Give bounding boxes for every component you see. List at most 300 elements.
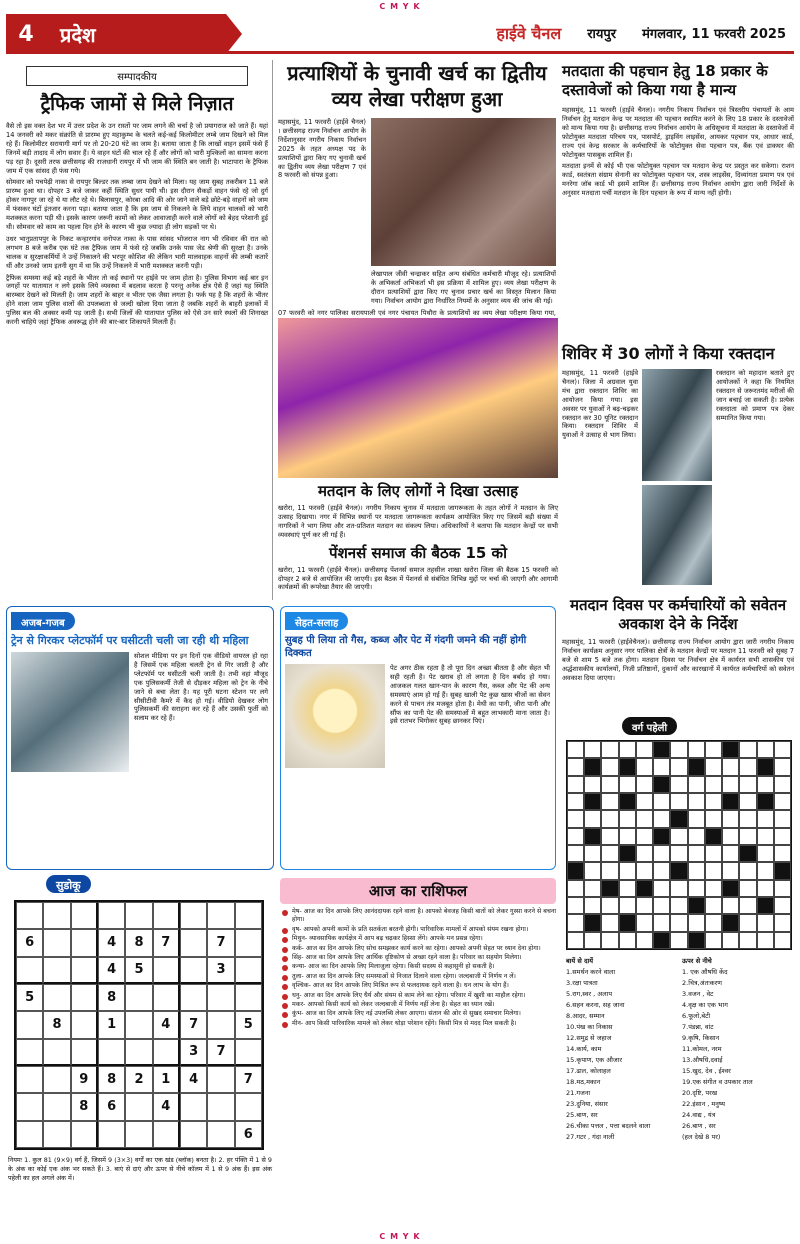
brand-name: हाईवे चैनल [496,23,562,43]
crossword-cell[interactable] [619,897,636,914]
crossword-clue: 12.समुद्र से जहाज [566,1034,612,1042]
rashi-item: मकर- आपको किसी कार्य को लेकर जल्दबाजी में निर्णय नहीं लेना है। सेहत का ध्यान रखें। [280,1001,556,1009]
crossword-cell[interactable] [601,932,618,949]
crossword-clue: 22.इंसान , मनुष्य [682,1100,725,1108]
crossword-cell[interactable] [722,828,739,845]
crossword-cell[interactable] [653,845,670,862]
crossword-cell[interactable] [636,880,653,897]
crossword-cell[interactable] [705,897,722,914]
issue-date: मंगलवार, 11 फरवरी 2025 [642,26,786,42]
crossword-cell[interactable] [619,793,636,810]
rashi-item: मीन- आप किसी पारिवारिक मामले को लेकर थोड़ा परेशान रहेंगे। किसी मित्र से मदद मिल सकती है। [280,1020,556,1028]
rashi-item: धनु- आज का दिन आपके लिए धैर्य और संयम से काम लेने का रहेगा। परिवार में खुशी का माहौल रहेगा। [280,992,556,1000]
crossword-cell[interactable] [774,828,791,845]
crossword-cell[interactable] [757,845,774,862]
drink-glass-photo [285,664,385,768]
crossword-cell[interactable] [757,741,774,758]
crossword-cell[interactable] [584,862,601,879]
crossword-cell[interactable] [584,897,601,914]
crossword-cell[interactable] [567,845,584,862]
sudoku-cell[interactable] [125,902,152,929]
sudoku-cell[interactable] [71,929,98,956]
crossword-clue: 17.ढाल, कोलाहल [566,1067,611,1075]
sudoku-cell[interactable]: 1 [153,1066,180,1093]
crossword-cell[interactable] [670,793,687,810]
voting-story [278,482,558,592]
sudoku-cell[interactable] [125,984,152,1011]
crossword-cell[interactable] [567,897,584,914]
sudoku-cell[interactable] [16,1121,43,1148]
sudoku-cell[interactable] [207,984,234,1011]
rashi-item: सिंह- आज का दिन आपके लिए आर्थिक दृष्टिकोण से अच्छा रहने वाला है। परिवार का सहयोग मिलेगा। [280,954,556,962]
sudoku-cell[interactable] [71,957,98,984]
health-label: सेहत-सलाह [285,612,348,630]
crossword-cell[interactable] [601,914,618,931]
crossword-cell[interactable] [653,897,670,914]
sudoku-cell[interactable] [71,902,98,929]
sudoku-cell[interactable] [71,984,98,1011]
sudoku-cell[interactable]: 4 [180,1066,207,1093]
sudoku-cell[interactable]: 6 [98,1093,125,1120]
sudoku-cell[interactable] [71,1011,98,1038]
crossword-clue: 7.पंडन्ना, वांट [682,1023,714,1031]
sudoku-cell[interactable] [153,902,180,929]
sudoku-cell[interactable] [43,1121,70,1148]
sudoku-cell[interactable]: 4 [98,929,125,956]
crossword-cell[interactable] [636,932,653,949]
crossword-cell[interactable] [722,932,739,949]
crossword-cell[interactable] [739,793,756,810]
crossword-cell[interactable] [757,880,774,897]
sudoku-grid[interactable] [14,900,264,1150]
crossword-cell[interactable] [601,880,618,897]
sudoku-cell[interactable] [180,957,207,984]
sudoku-cell[interactable] [125,1121,152,1148]
sudoku-cell[interactable] [98,1121,125,1148]
sudoku-cell[interactable] [43,902,70,929]
crossword-cell[interactable] [670,914,687,931]
print-mark: C M Y K [379,2,421,11]
crossword-cell[interactable] [688,758,705,775]
sudoku-cell[interactable]: 5 [235,1011,262,1038]
crossword-clue: 10.पंख का निकास [566,1023,613,1031]
crossword-cell[interactable] [688,793,705,810]
sudoku-cell[interactable] [235,984,262,1011]
sudoku-cell[interactable] [98,902,125,929]
sudoku-cell[interactable] [235,1039,262,1066]
rashi-item: कर्क- आज का दिन आपके लिए सोच समझकर कार्य करने का रहेगा। आपको अपनी सेहत पर ध्यान देना होगा। [280,945,556,953]
page-header [6,14,794,54]
crossword-cell[interactable] [688,880,705,897]
crossword-clue: 25.बाण, सर [566,1111,598,1119]
crossword-cell[interactable] [705,932,722,949]
crossword-cell[interactable] [739,914,756,931]
sudoku-cell[interactable] [16,1066,43,1093]
station-photo [11,652,129,772]
crossword-cell[interactable] [636,776,653,793]
crossword-cell[interactable] [601,793,618,810]
rashi-item: वृश्चिक- आज का दिन आपके लिए मिश्रित रूप से फलदायक रहने वाला है। धन लाभ के योग हैं। [280,982,556,990]
sudoku-cell[interactable]: 5 [16,984,43,1011]
editorial-tag: सम्पादकीय [26,66,248,86]
crossword-cell[interactable] [705,758,722,775]
crossword-cell[interactable] [757,776,774,793]
sudoku-cell[interactable]: 8 [125,929,152,956]
crossword-clue: 4.वृक्ष का एक भाग [682,1001,728,1009]
sudoku-cell[interactable] [207,1011,234,1038]
column-divider [272,60,273,600]
sudoku-cell[interactable]: 6 [16,929,43,956]
crossword-cell[interactable] [584,845,601,862]
crossword-clue: 14.कार्य, काम [566,1045,602,1053]
sudoku-cell[interactable] [153,984,180,1011]
crossword-cell[interactable] [619,741,636,758]
crossword-cell[interactable] [757,932,774,949]
health-box [280,606,556,870]
sudoku-cell[interactable] [207,1121,234,1148]
crossword-cell[interactable] [636,810,653,827]
crossword-cell[interactable] [670,862,687,879]
clue-heading: ऊपर से नीचे [682,957,712,965]
crossword-clue: 20.दृष्टि, परख [682,1089,718,1097]
crossword-cell[interactable] [653,828,670,845]
sudoku-cell[interactable]: 7 [180,1011,207,1038]
crossword-cell[interactable] [567,776,584,793]
crossword-cell[interactable] [774,845,791,862]
crossword-clue: 1.समर्थन करने वाला [566,968,616,976]
section-banner [6,14,226,54]
crossword-cell[interactable] [705,880,722,897]
crossword-cell[interactable] [567,741,584,758]
crossword-cell[interactable] [619,862,636,879]
crossword-cell[interactable] [739,810,756,827]
crossword-cell[interactable] [757,897,774,914]
crossword-cell[interactable] [584,828,601,845]
sudoku-cell[interactable]: 7 [207,1039,234,1066]
identity-story [562,62,794,198]
crossword-label: वर्ग पहेली [622,717,677,735]
crossword-cell[interactable] [619,776,636,793]
sudoku-cell[interactable] [235,902,262,929]
crossword-cell[interactable] [636,914,653,931]
sudoku-cell[interactable] [235,957,262,984]
crossword-cell[interactable] [722,862,739,879]
crossword-cell[interactable] [653,793,670,810]
crossword-cell[interactable] [584,810,601,827]
crossword-cell[interactable] [774,758,791,775]
sudoku-cell[interactable]: 7 [235,1066,262,1093]
sudoku-cell[interactable] [43,1066,70,1093]
crossword-cell[interactable] [705,810,722,827]
rashi-item: मेष- आज का दिन आपके लिए आनंददायक रहने वाला है। आपको बेवजह किसी बातों को लेकर गुस्सा करने से बचना होगा। [280,908,556,925]
crossword-cell[interactable] [601,741,618,758]
crossword-cell[interactable] [670,932,687,949]
crossword-cell[interactable] [705,862,722,879]
crossword-cell[interactable] [774,914,791,931]
crossword-cell[interactable] [601,897,618,914]
crossword-cell[interactable] [653,810,670,827]
crossword-cell[interactable] [567,810,584,827]
crossword-cell[interactable] [653,932,670,949]
crossword-cell[interactable] [774,810,791,827]
crossword-cell[interactable] [774,793,791,810]
sudoku-cell[interactable] [235,929,262,956]
crossword-cell[interactable] [774,897,791,914]
pension-headline: पेंशनर्स समाज की बैठक 15 को [329,543,507,562]
crossword-cell[interactable] [653,880,670,897]
sudoku-cell[interactable] [180,1121,207,1148]
crossword-cell[interactable] [653,776,670,793]
crossword-cell[interactable] [567,880,584,897]
crossword-cell[interactable] [567,828,584,845]
crossword-cell[interactable] [653,862,670,879]
sudoku-cell[interactable] [207,902,234,929]
sudoku-cell[interactable]: 3 [180,1039,207,1066]
crossword-cell[interactable] [670,810,687,827]
crossword-cell[interactable] [636,741,653,758]
crossword-cell[interactable] [670,880,687,897]
crossword-cell[interactable] [705,828,722,845]
ajab-gajab-label: अजब-गजब [11,612,75,630]
sudoku-cell[interactable]: 6 [235,1121,262,1148]
crossword-cell[interactable] [722,880,739,897]
crossword-cell[interactable] [722,914,739,931]
sudoku-cell[interactable] [235,1093,262,1120]
sudoku-label: सुडोकू [46,875,91,893]
crossword-grid[interactable] [566,740,792,950]
sudoku-cell[interactable] [16,1039,43,1066]
ajab-headline: ट्रेन से गिरकर प्लेटफॉर्म पर घसीटती चली जा रही थी महिला [11,634,249,647]
crossword-cell[interactable] [757,862,774,879]
crossword-cell[interactable] [636,828,653,845]
crossword-cell[interactable] [757,793,774,810]
crossword-cell[interactable] [601,758,618,775]
sudoku-cell[interactable] [16,1011,43,1038]
sudoku-cell[interactable] [125,1011,152,1038]
crossword-clue: 3.वजन , वेट [682,990,714,998]
crossword-cell[interactable] [584,914,601,931]
crossword-cell[interactable] [619,845,636,862]
crossword-cell[interactable] [619,880,636,897]
sudoku-cell[interactable]: 8 [43,1011,70,1038]
crossword-cell[interactable] [774,741,791,758]
crossword-cell[interactable] [567,758,584,775]
sudoku-cell[interactable] [180,984,207,1011]
sudoku-cell[interactable] [180,902,207,929]
sudoku-cell[interactable]: 8 [98,1066,125,1093]
crossword-cell[interactable] [636,758,653,775]
sudoku-cell[interactable] [125,1093,152,1120]
sudoku-cell[interactable]: 4 [153,1093,180,1120]
crossword-cell[interactable] [739,828,756,845]
crossword-cell[interactable] [601,776,618,793]
crossword-cell[interactable] [688,932,705,949]
crossword-cell[interactable] [601,845,618,862]
crossword-clue: 6.सहन करना, सह जाना [566,1001,625,1009]
crossword-cell[interactable] [739,741,756,758]
crossword-cell[interactable] [757,914,774,931]
crossword-cell[interactable] [739,845,756,862]
crossword-cell[interactable] [722,741,739,758]
crossword-cell[interactable] [739,862,756,879]
sudoku-cell[interactable]: 2 [125,1066,152,1093]
crossword-cell[interactable] [739,758,756,775]
sudoku-cell[interactable] [180,929,207,956]
crossword-clue: 11.कोमल, नरम [682,1045,722,1053]
crossword-cell[interactable] [636,862,653,879]
crossword-cell[interactable] [705,741,722,758]
crossword-cell[interactable] [619,810,636,827]
crossword-cell[interactable] [601,862,618,879]
sudoku-cell[interactable] [43,984,70,1011]
editorial-paragraph: उधर भानुप्रतापपुर के निकट कन्हारगांव वनोपज नाका के पास सांसद भोजराज नाग भी रविवार की रात को लगभग 8 बजे करीब एक घंटे तक ट्रैफिक जाम में फंसे रहे जबकि उनके पास जेड श्रेणी की सुरक्षा है। उनके चालक व सुरक्षाकर्मियों ने उन्हें निकालने की भरपूर कोशिश की लेकिन भारी मालवाहक वाहनों की लम्बी कतारें थीं और उनको जाम इतनी सुग में था कि उन्हें निकलने में भारी मशक्कत करनी पड़ी। [6,234,268,270]
crossword-cell[interactable] [584,776,601,793]
sudoku-cell[interactable] [71,1039,98,1066]
crossword-cell[interactable] [653,758,670,775]
crossword-cell[interactable] [653,914,670,931]
blood-photo [642,485,712,585]
sudoku-cell[interactable] [180,1093,207,1120]
crossword-cell[interactable] [688,741,705,758]
crossword-cell[interactable] [688,862,705,879]
crossword-clue: 26.बाण , सर [682,1122,716,1130]
crossword-cell[interactable] [774,862,791,879]
crossword-cell[interactable] [670,845,687,862]
sudoku-cell[interactable] [125,1039,152,1066]
crossword-cell[interactable] [705,793,722,810]
rashi-item: कुंभ- आज का दिन आपके लिए नई उपलब्धि लेकर आएगा। संतान की ओर से सुखद समाचार मिलेगा। [280,1010,556,1018]
crossword-cell[interactable] [774,776,791,793]
sudoku-cell[interactable]: 3 [207,957,234,984]
crossword-cell[interactable] [688,828,705,845]
crossword-cell[interactable] [688,810,705,827]
crossword-cell[interactable] [705,845,722,862]
crossword-cell[interactable] [584,880,601,897]
crossword-cell[interactable] [567,862,584,879]
crossword-cell[interactable] [688,914,705,931]
crossword-clue: 9.कृषि, किसान [682,1034,720,1042]
crossword-cell[interactable] [619,828,636,845]
crossword-cell[interactable] [670,758,687,775]
crossword-cell[interactable] [739,880,756,897]
crossword-cell[interactable] [584,932,601,949]
ajab-gajab-box [6,606,274,870]
crossword-cell[interactable] [636,793,653,810]
crossword-cell[interactable] [670,828,687,845]
crossword-cell[interactable] [722,810,739,827]
sudoku-cell[interactable]: 1 [98,1011,125,1038]
crossword-cell[interactable] [739,776,756,793]
crossword-cell[interactable] [670,776,687,793]
sudoku-cell[interactable] [153,957,180,984]
voting-photo [278,318,558,478]
voting-headline: मतदान के लिए लोगों ने दिखा उत्साह [317,482,519,500]
crossword-cell[interactable] [688,845,705,862]
crossword-clue: 19.एक संगीत व उपकार ताल [682,1078,753,1086]
sudoku-cell[interactable]: 4 [153,1011,180,1038]
crossword-cell[interactable] [636,897,653,914]
crossword-cell[interactable] [619,758,636,775]
sudoku-cell[interactable]: 8 [98,984,125,1011]
crossword-cell[interactable] [774,932,791,949]
sudoku-cell[interactable] [43,1039,70,1066]
holiday-story [562,596,794,683]
sudoku-cell[interactable] [98,1039,125,1066]
sudoku-cell[interactable] [43,929,70,956]
sudoku-cell[interactable] [16,957,43,984]
crossword-cell[interactable] [567,914,584,931]
crossword-cell[interactable] [722,793,739,810]
crossword-cell[interactable] [670,741,687,758]
sudoku-cell[interactable]: 4 [98,957,125,984]
crossword-cell[interactable] [567,932,584,949]
holiday-headline: मतदान दिवस पर कर्मचारियों को सवेतन अवकाश देने के निर्देश [569,596,787,633]
sudoku-cell[interactable] [16,902,43,929]
sudoku-cell[interactable]: 8 [71,1093,98,1120]
crossword-clue: 1. एक औषधि केंद [682,968,728,976]
crossword-cell[interactable] [705,776,722,793]
crossword-clue: 3.रक्षा पात्रता [566,979,598,987]
crossword-cell[interactable] [705,914,722,931]
crossword-cell[interactable] [739,897,756,914]
crossword-cell[interactable] [601,810,618,827]
sudoku-cell[interactable] [43,957,70,984]
crossword-clues-across [566,956,676,1143]
crossword-cell[interactable] [636,845,653,862]
crossword-cell[interactable] [722,758,739,775]
sudoku-cell[interactable] [16,1093,43,1120]
crossword-cell[interactable] [757,758,774,775]
clue-heading: बायें से दायें [566,957,593,965]
crossword-cell[interactable] [722,897,739,914]
crossword-cell[interactable] [619,914,636,931]
crossword-cell[interactable] [722,776,739,793]
crossword-cell[interactable] [757,810,774,827]
crossword-cell[interactable] [774,880,791,897]
crossword-cell[interactable] [670,897,687,914]
crossword-clue: (हल देखे 8 पर) [682,1133,721,1141]
crossword-clue: 2.चित्र,अंतःकरण [682,979,723,987]
pension-paragraph: खरोरा, 11 फरवरी (हाईवे चैनल)। छत्तीसगढ़ पेंशनर्स समाज तहसील शाखा खरोरा जिला की बैठक 15 फरवरी को दोपहर 2 बजे से आयोजित की जाएगी। इस बैठक में पेंशनर्स से संबंधित विभिन्न मुद्दों पर चर्चा की जाएगी और आगामी कार्यक्रमों की रूपरेखा तैयार की जाएगी। [278,565,558,592]
editorial-headline: ट्रैफिक जामों से मिले निज़ात [40,93,234,115]
crossword-cell[interactable] [757,828,774,845]
crossword-cell[interactable] [722,845,739,862]
crossword-cell[interactable] [688,897,705,914]
crossword-cell[interactable] [584,758,601,775]
blood-paragraph: महासमुंद, 11 फरवरी (हाईवे चैनल)। जिला में अग्रवाल युवा मंच द्वारा रक्तदान शिविर का आयोजन किया गया। इस अवसर पर युवाओं ने बढ़-चढ़कर रक्तदान कर 30 यूनिट रक्तदान किया। रक्तदान शिविर में युवाओं ने उत्साह से भाग लिया। [562,369,638,440]
sudoku-cell[interactable] [153,1121,180,1148]
sudoku-cell[interactable]: 5 [125,957,152,984]
sudoku-cell[interactable] [43,1093,70,1120]
sudoku-cell[interactable] [207,1093,234,1120]
holiday-paragraph: महासमुंद, 11 फरवरी (हाईवेचैनल)। छत्तीसगढ़ राज्य निर्वाचन आयोग द्वारा जारी नगरीय निकाय निर्वाचन कार्यक्रम अनुसार नगर पालिका क्षेत्रों के मतदान केन्द्रों पर मतदान 11 फरवरी को सुबह 7 बजे से शाम 5 बजे तक होगा। मतदान दिवस पर निर्वाचन क्षेत्र में कार्यरत सभी शासकीय एवं अर्द्धशासकीय कार्यालयों, निजी प्रतिष्ठानों, दुकानों और कारखानों में कार्यरत कर्मचारियों को सवेतन अवकाश दिया जाएगा। [562,638,794,682]
crossword-cell[interactable] [619,932,636,949]
crossword-cell[interactable] [567,793,584,810]
crossword-cell[interactable] [739,932,756,949]
sudoku-cell[interactable] [71,1121,98,1148]
sudoku-cell[interactable]: 7 [153,929,180,956]
crossword-cell[interactable] [688,776,705,793]
crossword-cell[interactable] [584,741,601,758]
rashi-item: मिथुन- व्यावसायिक कार्यक्षेत्र में आप बढ़ चढ़कर हिस्सा लेंगे। आपके मन प्रसन्न रहेगा। [280,935,556,943]
sudoku-cell[interactable] [153,1039,180,1066]
sudoku-cell[interactable]: 9 [71,1066,98,1093]
sudoku-cell[interactable] [207,1066,234,1093]
crossword-cell[interactable] [601,828,618,845]
crossword-cell[interactable] [653,741,670,758]
sudoku-cell[interactable]: 7 [207,929,234,956]
crossword-cell[interactable] [584,793,601,810]
